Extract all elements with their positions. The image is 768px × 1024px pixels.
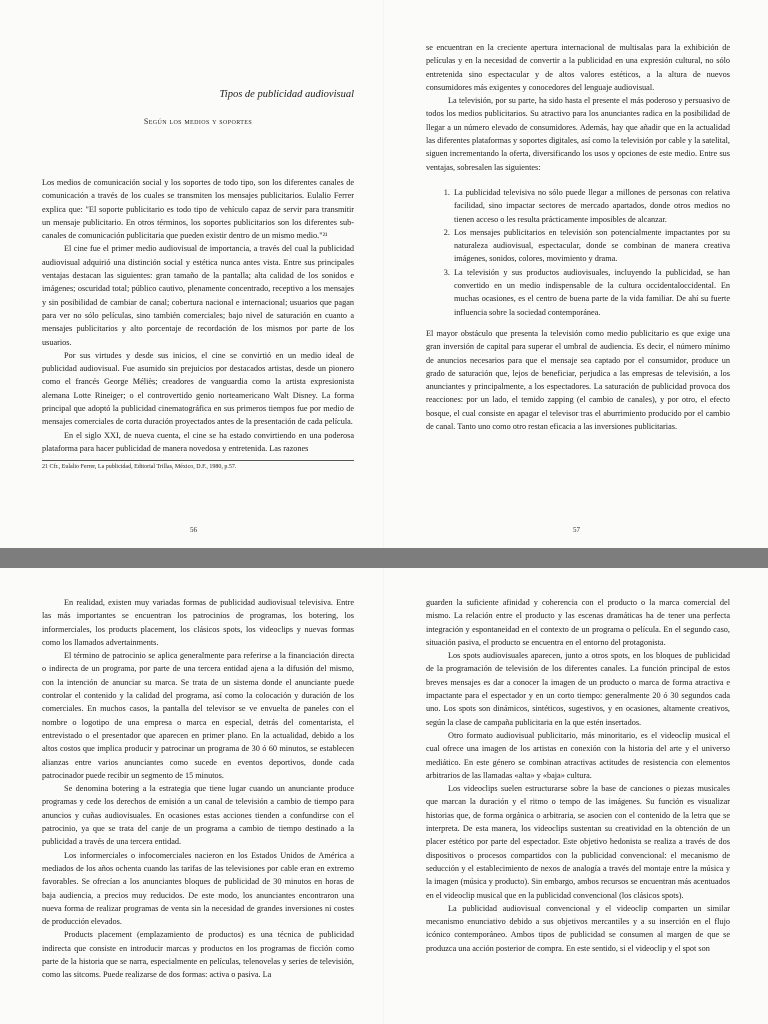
paragraph: guarden la suficiente afinidad y coherencia con el producto o la marca comercial del mismo. La relación entre el producto y las escenas dramáticas ha de tener una perfecta integración y espontaneidad en el contexto de un programa o película. En el segundo caso, situación pasiva, el producto se encuentra en el entorno del protagonista. xyxy=(426,598,730,647)
advantages-list xyxy=(426,186,730,319)
paragraph: Otro formato audiovisual publicitario, más minoritario, es el videoclip musical el cual ofrece una imagen de los artistas en conexión con la historia del arte y el universo mediático. En este género se combinan atractivas actitudes de resistencia con elementos arbitrarios de las llamadas «alta» y «baja» cultura. xyxy=(426,730,730,780)
paragraph: En el siglo XXI, de nueva cuenta, el cine se ha estado convirtiendo en una poderosa plataforma para hacer publicidad de manera novedosa y entretenida. Las razones xyxy=(42,430,354,453)
list-item: 1. La publicidad televisiva no sólo puede llegar a millones de personas con relativa facilidad, sino impactar sectores de mercado apartados, donde otros medios no tienen acceso o les resulta prácticamente imposibles de alcanzar. xyxy=(452,186,730,226)
paragraph: Los videoclips suelen estructurarse sobre la base de canciones o piezas musicales que marcan la duración y el ritmo o tempo de las imágenes. Su función es visualizar historias que, de forma orgánica o arbitraria, se asocien con el contenido de la letra que se interpreta. De esta manera, los videoclips sustentan su creatividad en la obtención de un placer estético por parte del espectador. Este objetivo hedonista se realiza a través de dos dispositivos o procesos compartidos con la publicidad convencional: el mecanismo de seducción y el establecimiento de nexos de analogía a través del montaje entre la música y la imagen (música y producto). Sin embargo, ambos recursos se encuentran más acentuados en el videoclip musical que en la publicidad convencional (los clásicos spots). xyxy=(426,784,730,900)
page-59 xyxy=(384,568,768,1024)
page-number: 56 xyxy=(190,526,197,534)
paragraph: El cine fue el primer medio audiovisual de importancia, a través del cual la publicidad audiovisual adquirió una distinción social y estética nunca antes vista. Entre sus principales ventajas destacan las siguientes: gran tamaño de la pantalla; alta calidad de los sonidos e imágenes; oscuridad total; público cautivo, plenamente concentrado, receptivo a los mensajes y sin posibilidad de cambiar de canal; cobertura nacional e internacional; usuarios que pagan para ver no sólo películas, sino también comerciales; bajo nivel de saturación en cuanto a mensajes publicitarios y alto porcentaje de recordación de los mismos por parte de los usuarios. xyxy=(42,244,354,347)
paragraph: El término de patrocinio se aplica generalmente para referirse a la financiación directa o indirecta de un programa, por parte de una tercera entidad ajena a la difusión del mismo, con la intención de anunciar su marca. Se trata de un sistema donde el anunciante puede controlar el contenido y la calidad del programa, así como la colocación y duración de los comerciales. En muchos casos, la pantalla del televisor se ve envuelta de paneles con el nombre o logotipo de una empresa o marca en especial, detrás del comentarista, el entrevistado o el presentador que aparecen en primer plano. En la actualidad, debido a los altos costos que implica producir y patrocinar un programa de 30 ó 60 minutos, se establecen alianzas entre varios anunciantes como sucede en eventos deportivos, donde cada patrocinador puede recibir un segmento de 15 minutos. xyxy=(42,651,354,780)
chapter-title: Tipos de publicidad audiovisual xyxy=(219,89,354,100)
page-56 xyxy=(0,0,384,548)
paragraph: Se denomina botering a la estrategia que tiene lugar cuando un anunciante produce programas y cede los derechos de emisión a un canal de televisión a cambio de tiempo para anuncios y cuñas audiovisuales. En ocasiones estas acciones tienden a confundirse con el patrocinio, ya que se trata del canje de un programa a cambio de tiempo destinado a la publicidad a través de una tercera entidad. xyxy=(42,784,354,847)
page-number: 57 xyxy=(573,526,580,534)
paragraph: Por sus virtudes y desde sus inicios, el cine se convirtió en un medio ideal de publicidad audiovisual. Fue asumido sin prejuicios por destacados artistas, desde un pionero como el francés George Méliès; creadores de vanguardia como la artista expresionista alemana Lotte Rineiger; o el controvertido genio norteamericano Walt Disney. La forma principal que adoptó la publicidad cinematográfica en sus primeros tiempos fue por medio de mensajes comerciales de corta duración proyectados antes de la presentación de cada película. xyxy=(42,350,354,427)
paragraph: se encuentran en la creciente apertura internacional de multisalas para la exhibición de películas y en la necesidad de convertir a la publicidad en una expresión cultural, no sólo entretenida sino espectacular y de altos valores estéticos, a la altura de nuevos consumidores más exigentes y conocedores del lenguaje audiovisual. xyxy=(426,43,730,92)
paragraph: Los medios de comunicación social y los soportes de todo tipo, son los diferentes canales de comunicación a través de los cuales se transmiten los mensajes publicitarios. Eulalio Ferrer explica que: "El soporte publicitario es todo tipo de vehículo capaz de servir para transmitir un mensaje publicitario. En otros términos, los soportes publicitarios son los diferentes sub-canales de comunicación publicitaria que pueden existir dentro de un mismo medio."²¹ xyxy=(42,178,354,241)
list-item: 2. Los mensajes publicitarios en televisión son potencialmente impactantes por su naturaleza audiovisual, espectacular, donde se combinan de manera creativa imágenes, sonidos, colores, movimiento y drama. xyxy=(452,226,730,266)
paragraph: En realidad, existen muy variadas formas de publicidad audiovisual televisiva. Entre las más importantes se encuentran los patrocinios de programas, los botering, los informerciales, los products placement, los clásicos spots, los videoclips y nuevas formas como los llamados advertainments. xyxy=(42,598,354,647)
paragraph: La publicidad audiovisual convencional y el videoclip comparten un similar mecanismo enunciativo debido a sus objetivos mercantiles y a su inserción en el flujo icónico contemporáneo. Ambos tipos de publicidad se consumen al margen de que se produzca una acción posterior de compra. En este sentido, si el videoclip y el spot son xyxy=(426,903,730,953)
footnote: 21 Cfr., Eulalio Ferrer, La publicidad, Editorial Trillas, México, D.F., 1980, p.57. xyxy=(42,464,237,471)
list-item: 3. La televisión y sus productos audiovisuales, incluyendo la publicidad, se han convertido en un medio indispensable de la cultura occidentaloccidental. En muchas ocasiones, es el centro de buena parte de la vida familiar. De ahí su fuerte influencia sobre la sociedad contemporánea. xyxy=(452,266,730,319)
paragraph: Los informerciales o infocomerciales nacieron en los Estados Unidos de América a mediados de los años ochenta cuando las tarifas de las televisiones por cable eran en extremo favorables. Se ofrecían a los anunciantes bloques de publicidad de 30 minutos en horas de baja audiencia, a precios muy reducidos. De este modo, los anunciantes encontraron una nueva forma de realizar programas de venta sin la necesidad de grandes inversiones ni costes de producción elevados. xyxy=(42,850,354,927)
page-spread-58-59 xyxy=(0,568,768,1024)
paragraph: Los spots audiovisuales aparecen, junto a otros spots, en los bloques de publicidad de la programación de televisión de los diferentes canales. La función principal de estos breves mensajes es dar a conocer la imagen de un producto o marca de forma atractiva e impactante para el espectador y en un corto tiempo: generalmente 20 ó 30 segundos cada uno. Los spots son dinámicos, sintéticos, sugestivos, y en ocasiones, altamente creativos, según la clase de campaña publicitaria en la que estén insertados. xyxy=(426,651,730,727)
section-title: Según los medios y soportes xyxy=(143,117,253,126)
page-58 xyxy=(0,568,384,1024)
page-57 xyxy=(384,0,768,548)
footnote-rule xyxy=(42,460,354,461)
paragraph: La televisión, por su parte, ha sido hasta el presente el más poderoso y persuasivo de todos los medios publicitarios. Su atractivo para los anunciantes radica en la posibilidad de llegar a un número elevado de consumidores. Además, hay que añadir que en la actualidad las diferentes plataformas y soportes digitales, así como la televisión por cable y la satelital, siguen incrementando la oferta, diversificando los usos y opciones de este medio. Entre sus ventajas, sobresalen las siguientes: xyxy=(426,96,730,172)
paragraph: El mayor obstáculo que presenta la televisión como medio publicitario es que exige una gran inversión de capital para superar el umbral de audiencia. Es decir, el número mínimo de anuncios necesarios para que el mensaje sea captado por el consumidor, produce un grado de saturación que, lejos de beneficiar, perjudica a las empresas de televisión, a los anunciantes y principalmente, a los espectadores. La saturación de publicidad provoca dos reacciones: por un lado, el temido zapping (el cambio de canales), y por otro, el efecto bosque, el cual consiste en apagar el televisor tras el aburrimiento producido por el cambio de canal. Tanto uno como otro restan eficacia a las inversiones publicitarias. xyxy=(426,328,730,432)
paragraph: Products placement (emplazamiento de productos) es una técnica de publicidad indirecta que consiste en introducir marcas y productos en los programas de ficción como parte de la historia que se narra, especialmente en películas, telenovelas y series de televisión, como las sitcoms. Puede realizarse de dos formas: activa o pasiva. La xyxy=(42,930,354,980)
